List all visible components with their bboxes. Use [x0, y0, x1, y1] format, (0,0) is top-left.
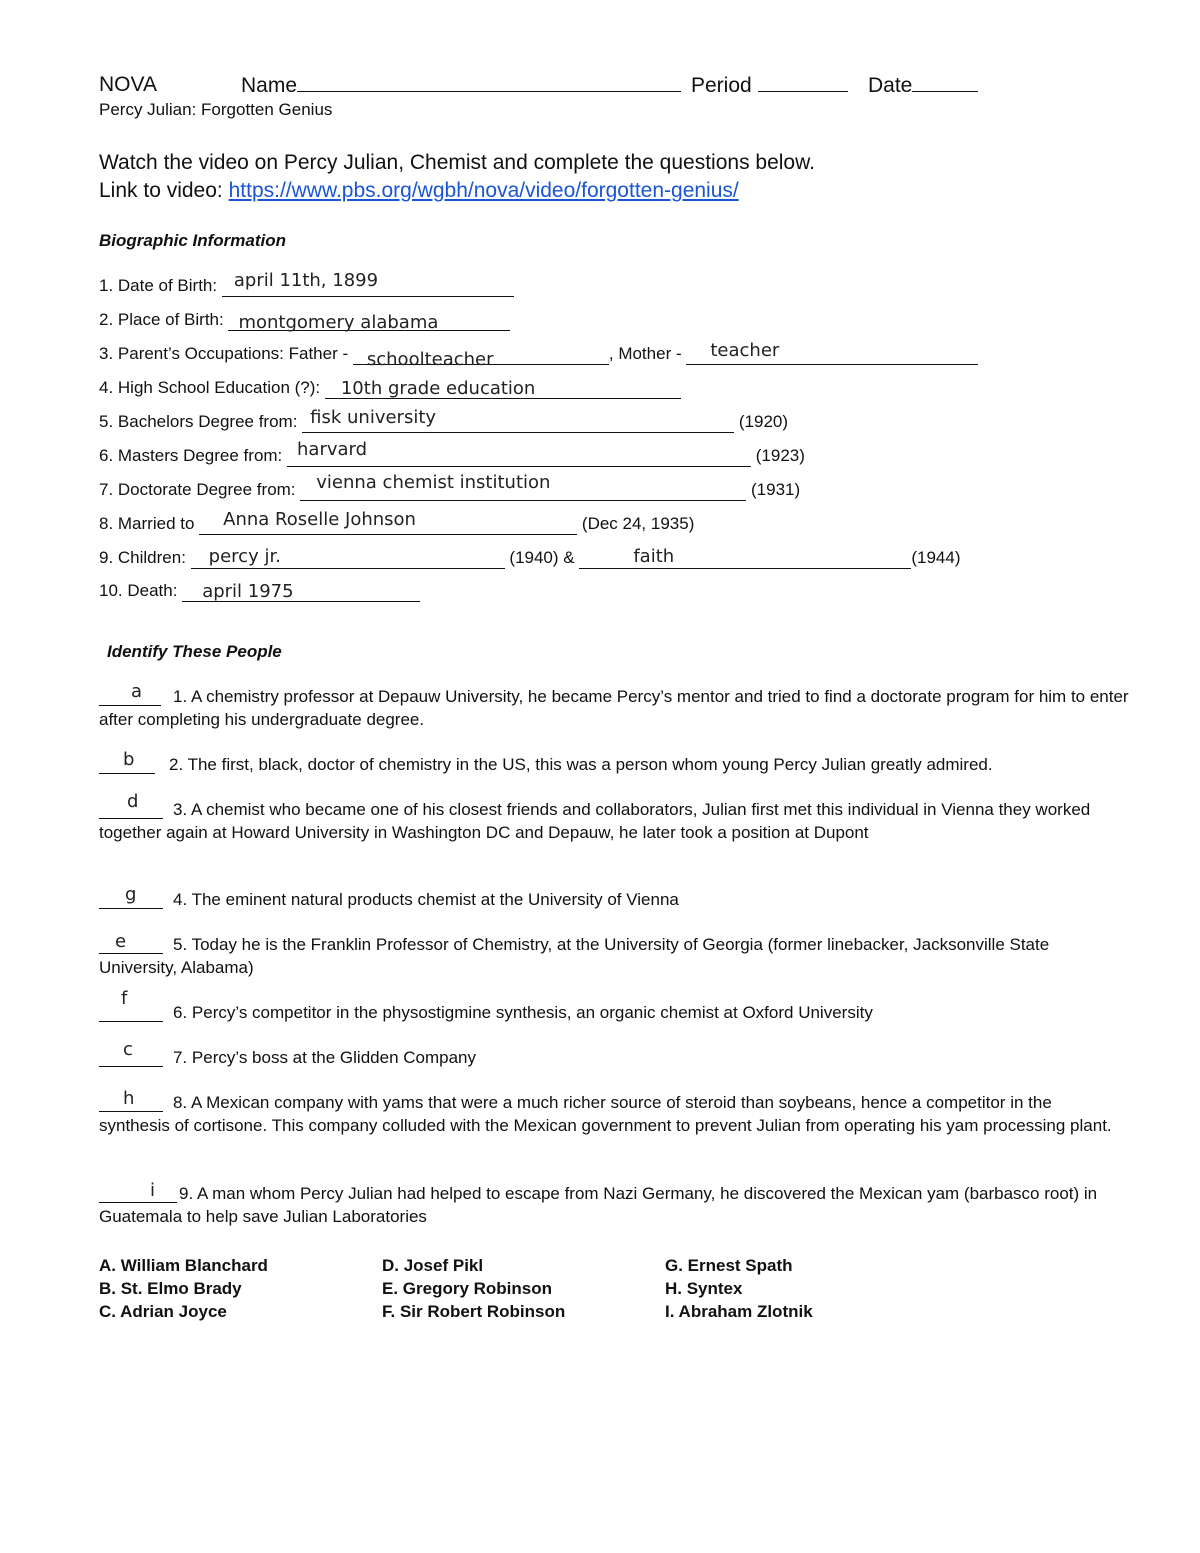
q9-child1-answer: percy jr. — [208, 546, 281, 567]
q3-mother-field[interactable] — [686, 340, 978, 365]
video-link-line — [99, 179, 739, 203]
q7-answer: vienna chemist institution — [316, 472, 551, 493]
bio-heading: Biographic Information — [99, 231, 286, 250]
q10-row: 10. Death: april 1975 — [99, 581, 420, 602]
q1-row: 1. Date of Birth: april 11th, 1899 — [99, 276, 514, 297]
q9-child1-field[interactable] — [191, 548, 505, 569]
people-item-text: 9. A man whom Percy Julian had helped to escape from Nazi Germany, he discovered the Mexican yam (barbasco root) in Guatemala to help save Julian Laboratories — [99, 1184, 1098, 1226]
people-item-text: 2. The first, black, doctor of chemistry in the US, this was a person whom young Percy Julian greatly admired. — [169, 755, 993, 774]
people-answer: b — [123, 749, 135, 770]
people-heading: Identify These People — [107, 642, 282, 661]
q6-answer: harvard — [297, 439, 368, 460]
choice-item: B. St. Elmo Brady — [99, 1279, 242, 1298]
people-item-text: 1. A chemistry professor at Depauw University, he became Percy’s mentor and tried to find a doctorate program for him to enter after completing his undergraduate degree. — [99, 687, 1129, 729]
q2-answer: montgomery alabama — [238, 312, 439, 333]
q4-answer-field[interactable] — [325, 378, 681, 399]
q4-row: 4. High School Education (?): 10th grade education — [99, 378, 681, 399]
q2-answer-field[interactable] — [228, 310, 510, 331]
choices-col-2 — [382, 1254, 565, 1323]
choice-item: A. William Blanchard — [99, 1256, 268, 1275]
q9-child2-field[interactable] — [579, 548, 911, 569]
q3-row: 3. Parent’s Occupations: Father - schoolteacher , Mother - teacher — [99, 344, 978, 365]
q8-row: 8. Married to Anna Roselle Johnson (Dec 24, 1935) — [99, 509, 695, 533]
q9-row: 9. Children: percy jr. (1940) & faith (1944) — [99, 546, 961, 567]
q1-answer: april 11th, 1899 — [233, 270, 379, 291]
q8-answer: Anna Roselle Johnson — [223, 509, 416, 530]
video-link[interactable]: https://www.pbs.org/wgbh/nova/video/forgotten-genius/ — [228, 179, 739, 202]
people-answer: d — [127, 791, 139, 812]
q3-father-field[interactable] — [353, 344, 609, 370]
q6-row: 6. Masters Degree from: harvard (1923) — [99, 439, 805, 465]
q5-answer: fisk university — [310, 407, 437, 428]
q4-answer: 10th grade education — [340, 378, 536, 399]
page-subtitle: Percy Julian: Forgotten Genius — [99, 100, 333, 119]
q10-answer-field[interactable] — [182, 581, 420, 602]
name-field[interactable] — [297, 73, 681, 92]
choices-col-3 — [665, 1254, 813, 1323]
people-answer: i — [150, 1180, 156, 1201]
date-field[interactable] — [912, 73, 978, 92]
people-answer: a — [131, 681, 143, 702]
choice-item: C. Adrian Joyce — [99, 1302, 227, 1321]
people-answer: g — [125, 884, 137, 905]
people-item-text: 7. Percy’s boss at the Glidden Company — [173, 1048, 477, 1067]
choice-item: I. Abraham Zlotnik — [665, 1302, 813, 1321]
name-label: Name — [241, 73, 681, 98]
people-item-text: 8. A Mexican company with yams that were a much richer source of steroid than soybeans, hence a competitor in the synthesis of cortisone. This company colluded with the Mexican government to prevent Julian from operating his yam processing plant. — [99, 1093, 1112, 1135]
choice-item: E. Gregory Robinson — [382, 1279, 553, 1298]
q8-answer-field[interactable] — [199, 509, 577, 535]
people-answer: f — [121, 988, 128, 1009]
q2-row: 2. Place of Birth: montgomery alabama — [99, 310, 510, 331]
people-answer: h — [123, 1088, 135, 1109]
people-answer: c — [123, 1039, 133, 1060]
people-item-text: 4. The eminent natural products chemist at the University of Vienna — [173, 890, 679, 909]
period-field[interactable] — [758, 73, 848, 92]
people-item-text: 3. A chemist who became one of his closest friends and collaborators, Julian first met this individual in Vienna they worked together again at Howard University in Washington DC and Depauw, he later took a position at Dupont — [99, 800, 1091, 842]
q3-father-answer: schoolteacher — [366, 349, 494, 370]
choice-item: G. Ernest Spath — [665, 1256, 793, 1275]
choices-col-1 — [99, 1254, 268, 1323]
choice-item: H. Syntex — [665, 1279, 743, 1298]
people-answer: e — [115, 931, 127, 952]
q9-child2-answer: faith — [633, 546, 675, 567]
date-label: Date — [868, 73, 978, 98]
instruction-text: Watch the video on Percy Julian, Chemist and complete the questions below. — [99, 151, 815, 174]
choice-item: D. Josef Pikl — [382, 1256, 484, 1275]
choice-item: F. Sir Robert Robinson — [382, 1302, 566, 1321]
q7-row: 7. Doctorate Degree from: vienna chemist institution (1931) — [99, 472, 801, 499]
period-label: Period — [691, 73, 848, 98]
course-label: NOVA — [99, 73, 157, 96]
people-item-text: 6. Percy’s competitor in the physostigmine synthesis, an organic chemist at Oxford University — [173, 1003, 873, 1022]
q10-answer: april 1975 — [202, 581, 294, 602]
q5-row: 5. Bachelors Degree from: fisk university (1920) — [99, 407, 789, 431]
link-label: Link to video: — [99, 179, 223, 202]
q3-mother-answer: teacher — [710, 340, 780, 361]
people-item-text: 5. Today he is the Franklin Professor of Chemistry, at the University of Georgia (former linebacker, Jacksonville State University, Alabama) — [99, 935, 1050, 977]
